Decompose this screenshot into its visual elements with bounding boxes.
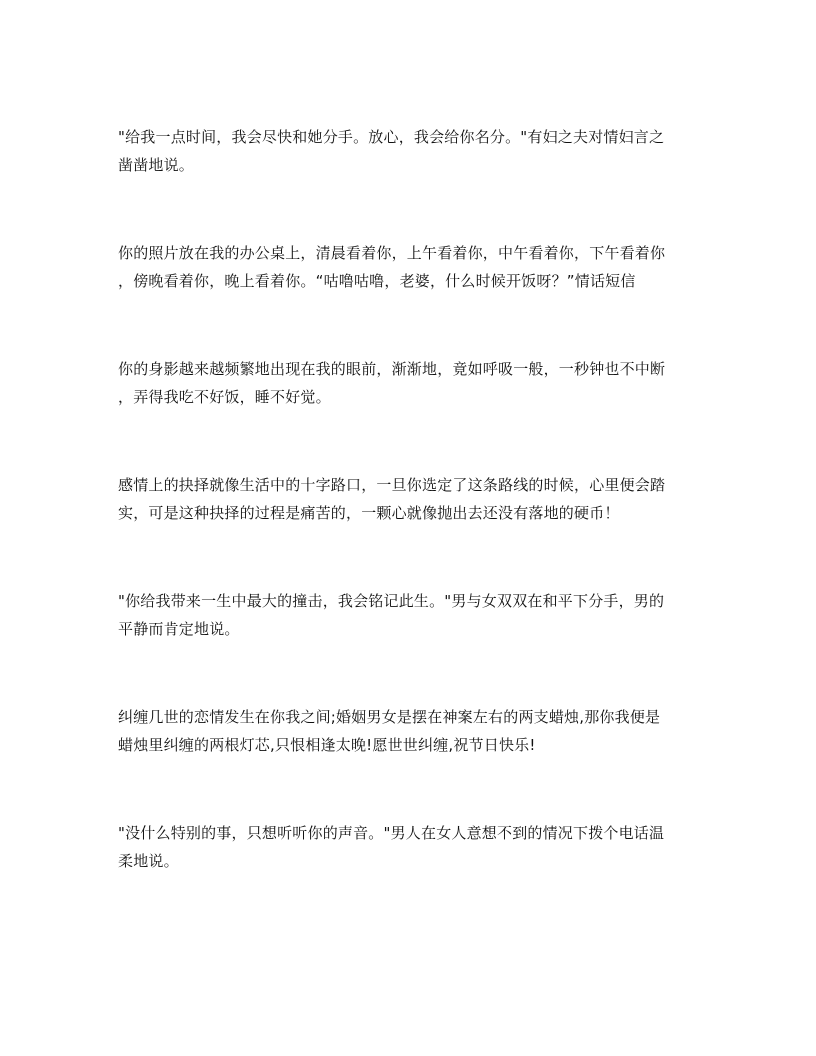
paragraph-line: "没什么特别的事，只想听听你的声音。"男人在女人意想不到的情况下拨个电话温 xyxy=(118,824,665,842)
paragraph-2 xyxy=(118,239,698,295)
paragraph-7 xyxy=(118,819,698,875)
paragraph-1 xyxy=(118,123,698,179)
paragraph-line: "你给我带来一生中最大的撞击，我会铭记此生。"男与女双双在和平下分手，男的 xyxy=(118,592,665,610)
paragraph-line: 感情上的抉择就像生活中的十字路口，一旦你选定了这条路线的时候，心里便会踏 xyxy=(118,476,666,494)
paragraph-line: 凿凿地说。 xyxy=(118,156,195,174)
paragraph-line: "给我一点时间，我会尽快和她分手。放心，我会给你名分。"有妇之夫对情妇言之 xyxy=(118,128,665,146)
paragraph-line: 平静而肯定地说。 xyxy=(118,620,240,638)
paragraph-line: 柔地说。 xyxy=(118,852,179,870)
paragraph-4 xyxy=(118,471,698,527)
paragraph-line: 你的身影越来越频繁地出现在我的眼前，渐渐地，竟如呼吸一般，一秒钟也不中断 xyxy=(118,360,666,378)
paragraph-line: 你的照片放在我的办公桌上，清晨看着你，上午看着你，中午看着你，下午看着你 xyxy=(118,244,666,262)
paragraph-6 xyxy=(118,703,698,759)
paragraph-3 xyxy=(118,355,698,411)
paragraph-line: ，傍晚看着你，晚上看着你。“咕噜咕噜，老婆，什么时候开饭呀？”情话短信 xyxy=(118,272,636,290)
paragraph-line: 实，可是这种抉择的过程是痛苦的，一颗心就像抛出去还没有落地的硬币！ xyxy=(118,504,620,522)
paragraph-line: 纠缠几世的恋情发生在你我之间;婚姻男女是摆在神案左右的两支蜡烛,那你我便是 xyxy=(118,708,661,726)
paragraph-line: 蜡烛里纠缠的两根灯芯,只恨相逢太晚!愿世世纠缠,祝节日快乐! xyxy=(118,736,536,754)
paragraph-line: ，弄得我吃不好饭，睡不好觉。 xyxy=(118,388,331,406)
paragraph-5 xyxy=(118,587,698,643)
